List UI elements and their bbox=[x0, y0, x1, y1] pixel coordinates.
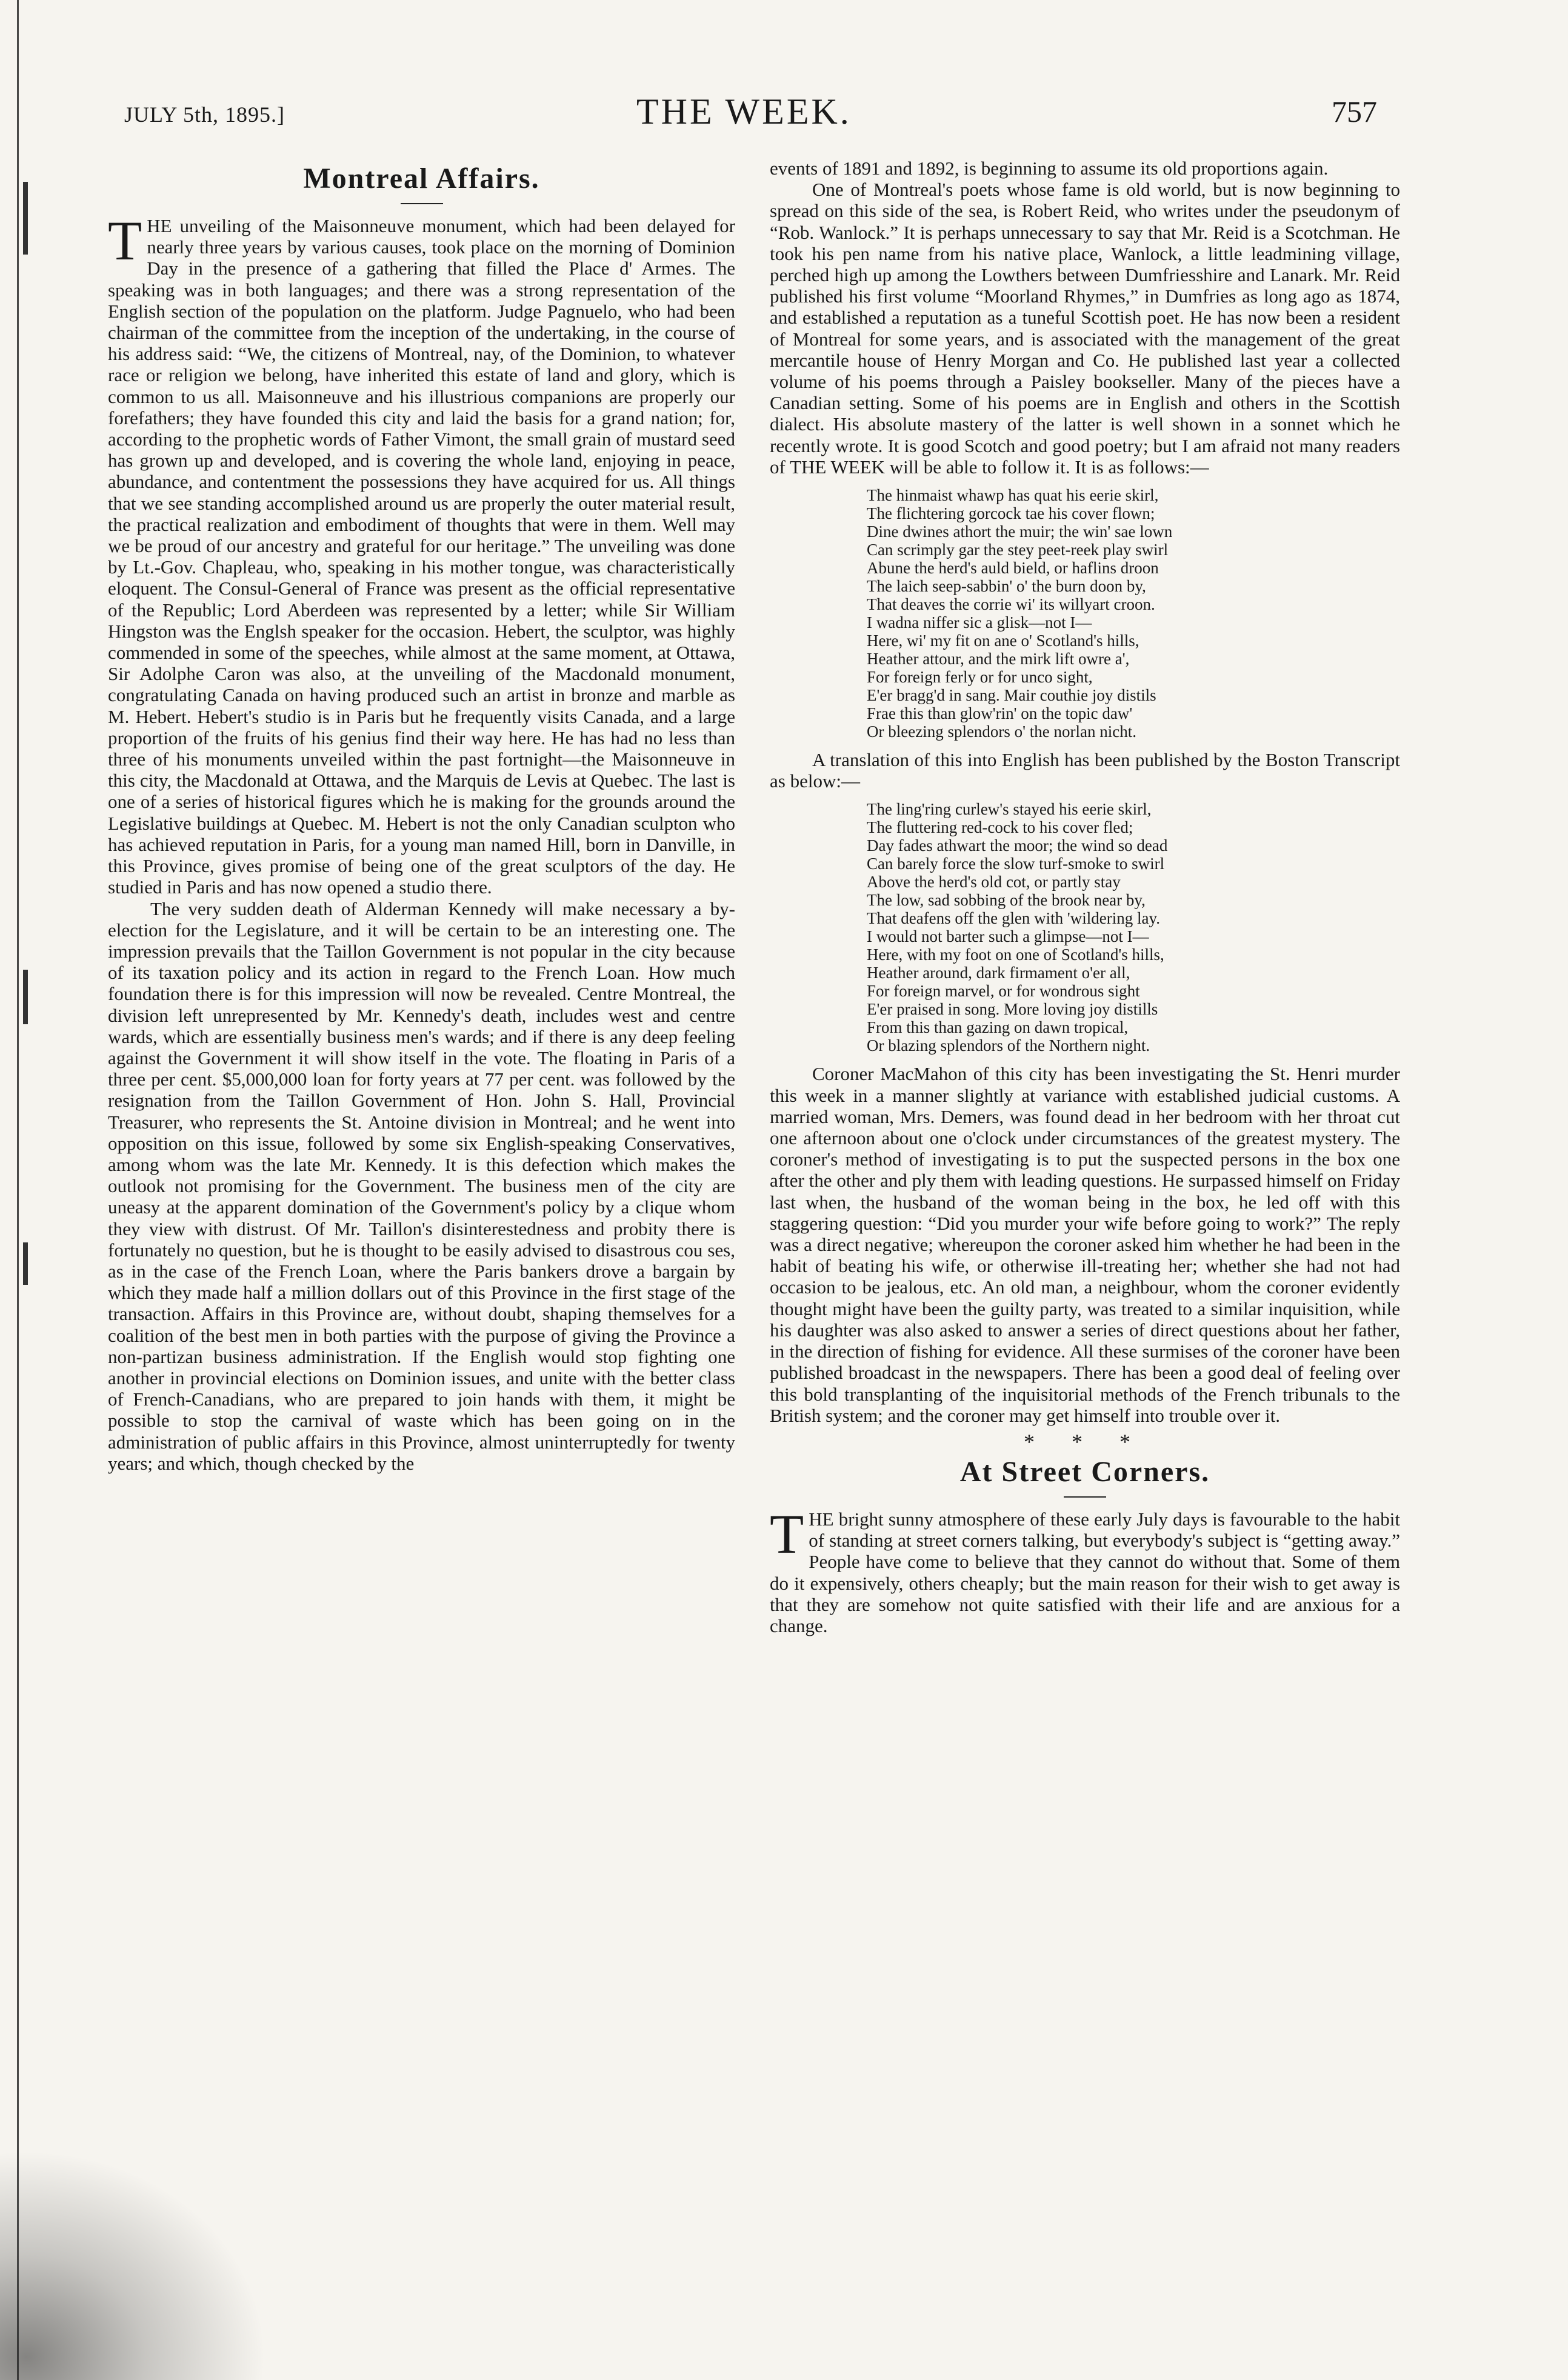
article-title: At Street Corners. bbox=[959, 1455, 1210, 1488]
ink-smudge bbox=[0, 2150, 267, 2380]
poem-line: That deafens off the glen with 'wildering lay. bbox=[867, 909, 1160, 928]
article-paragraph-continued: events of 1891 and 1892, is beginning to assume its old proportions again. bbox=[770, 158, 1329, 179]
poem-line: Or blazing splendors of the Northern night. bbox=[867, 1036, 1150, 1055]
poem-line: The low, sad sobbing of the brook near by, bbox=[867, 891, 1146, 910]
poem-line: Or bleezing splendors o' the norlan nicht. bbox=[867, 722, 1136, 741]
poem-line: I wadna niffer sic a glisk—not I— bbox=[867, 613, 1092, 632]
poem-line: Day fades athwart the moor; the wind so dead bbox=[867, 836, 1168, 855]
article-paragraph: The very sudden death of Alderman Kennedy will make necessary a by-election for the Legislature, and it will be certain to be an interesting one. The impression prevails that the Taillon Government is not popular in the city because of its taxation policy and its action in regard to the French Loan. How much foundation there is for this impression will now be revealed. Centre Montreal, the division left unrepresented by Mr. Kennedy's death, includes west and centre wards, which are essentially business men's wards; and if there is any deep feeling against the Government it will show itself in the vote. The floating in Paris of a three per cent. $5,000,000 loan for forty years at 77 per cent. was followed by the resignation from the Taillon Government of Hon. John S. Hall, Provincial Treasurer, who represents the St. Antoine division in Montreal; and he went into opposition on this issue, followed by some six English-speaking Conservatives, among whom was the late Mr. Kennedy. It is this defection which makes the outlook not promising for the Government. The business men of the city are uneasy at the apparent domination of the Government's policy by a clique whom they view with distrust. Of Mr. Taillon's disinterestedness and probity there is fortunately no question, but he is thought to be easily advised to disastrous cou ses, as in the case of the French Loan, where the Paris bankers drove a bargain by which they made half a million dollars out of this Province in the first stage of the transaction. Affairs in this Province are, without doubt, shaping themselves for a coalition of the best men in both parties with the purpose of giving the Province a non-partizan business administration. If the English would stop fighting one another in provincial elections on Dominion issues, and unite with the better class of French-Canadians, who are prepared to join hands with them, it might be possible to stop the carnival of waste which has been going on in the administration of public affairs in this Province, almost uninterruptedly for twenty years; and which, though checked by the bbox=[108, 898, 735, 1474]
poem-line: The hinmaist whawp has quat his eerie skirl, bbox=[867, 486, 1159, 505]
poem-line: The flichtering gorcock tae his cover flown; bbox=[867, 504, 1155, 523]
issue-date: JULY 5th, 1895.] bbox=[124, 102, 285, 127]
poem-line: For foreign ferly or for unco sight, bbox=[867, 668, 1093, 687]
poem-line: Abune the herd's auld bield, or haflins droon bbox=[867, 559, 1159, 578]
poem-line: Can scrimply gar the stey peet-reek play swirl bbox=[867, 541, 1169, 559]
page-header bbox=[0, 91, 1568, 139]
poem-line: The fluttering red-cock to his cover fled; bbox=[867, 818, 1133, 837]
poem-scots bbox=[867, 486, 1400, 741]
poem-line: The laich seep-sabbin' o' the burn doon by, bbox=[867, 577, 1146, 596]
article-paragraph: Coroner MacMahon of this city has been investigating the St. Henri murder this week in a manner slightly at variance with established judicial customs. A married woman, Mrs. Demers, was found dead in her bedroom with her throat cut one afternoon about one o'clock under circumstances of the greatest mystery. The coroner's method of investigating is to put the suspected persons in the box one after the other and ply them with leading questions. He surpassed himself on Friday last when, the husband of the woman being in the box, he led off with this staggering question: “Did you murder your wife before going to work?” The reply was a direct negative; whereupon the coroner asked him whether he had been in the habit of beating his wife, or otherwise ill-treating her; whether she had not had occasion to be jealous, etc. An old man, a neighbour, whom the coroner evidently thought might have been the guilty party, was treated to a similar inquisition, while his daughter was also asked to answer a series of direct questions about her father, in the direction of fishing for evidence. All these surmises of the coroner have been published broadcast in the newspapers. There has been a good deal of feeling over this bold transplanting of the inquisitorial methods of the French tribunals to the British system; and the coroner may get himself into trouble over it. bbox=[770, 1063, 1400, 1426]
poem-line: Here, with my foot on one of Scotland's hills, bbox=[867, 945, 1164, 964]
poem-line: From this than gazing on dawn tropical, bbox=[867, 1018, 1129, 1037]
poem-line: Frae this than glow'rin' on the topic daw' bbox=[867, 704, 1133, 723]
poem-line: Can barely force the slow turf-smoke to swirl bbox=[867, 855, 1165, 873]
paragraph-text: HE bright sunny atmosphere of these early July days is favourable to the habit of standing at street corners talking, but everybody's subject is “getting away.” People have come to believe that they cannot do without that. Some of them do it expensively, others cheaply; but the main reason for their wish to get away is that they are somehow not quite satisfied with their life and are anxious for a change. bbox=[770, 1508, 1400, 1636]
poem-line: Heather attour, and the mirk lift owre a', bbox=[867, 650, 1130, 668]
poem-line: That deaves the corrie wi' its willyart croon. bbox=[867, 595, 1155, 614]
poem-line: Dine dwines athort the muir; the win' sae lown bbox=[867, 522, 1173, 541]
poem-line: I would not barter such a glimpse—not I— bbox=[867, 927, 1149, 946]
article-paragraph: A translation of this into English has been published by the Boston Transcript as below:— bbox=[770, 749, 1400, 792]
margin-mark bbox=[23, 1242, 28, 1285]
margin-mark bbox=[23, 970, 28, 1024]
section-separator-stars: * * * bbox=[1024, 1429, 1146, 1454]
poem-line: Here, wi' my fit on ane o' Scotland's hills, bbox=[867, 632, 1139, 650]
article-paragraph bbox=[108, 210, 735, 898]
poem-line: E'er bragg'd in sang. Mair couthie joy distils bbox=[867, 686, 1156, 705]
article-paragraph: One of Montreal's poets whose fame is old world, but is now beginning to spread on this side of the sea, is Robert Reid, who writes under the pseudonym of “Rob. Wanlock.” It is perhaps unnecessary to say that Mr. Reid is a Scotchman. He took his pen name from his native place, Wanlock, a little leadmining village, perched high up among the Lowthers between Dumfriesshire and Lanark. Mr. Reid published his first volume “Moorland Rhymes,” in Dumfries as long ago as 1874, and established a reputation as a tuneful Scottish poet. He has now been a resident of Montreal for some years, and is associated with the management of the great mercantile house of Henry Morgan and Co. He published last year a collected volume of his poems through a Paisley bookseller. Many of the pieces have a Canadian setting. Some of his poems are in English and others in the Scottish dialect. His absolute mastery of the latter is well shown in a sonnet which he recently wrote. It is good Scotch and good poetry; but I am afraid not many readers of THE WEEK will be able to follow it. It is as follows:— bbox=[770, 179, 1400, 478]
drop-cap: T bbox=[770, 1502, 804, 1565]
title-divider bbox=[401, 203, 443, 204]
paragraph-text: HE unveiling of the Maisonneuve monument, which had been delayed for nearly three years by various causes, took place on the morning of Dominion Day in the presence of a gathering that filled the Place d' Armes. The speaking was in both languages; and there was a strong representation of the English section of the population on the platform. Judge Pagnuelo, who had been chairman of the committee from the inception of the undertaking, in the course of his address said: “We, the citizens of Montreal, nay, of the Dominion, to whatever race or religion we belong, have inherited this estate of land and glory, which is common to us all. Maisonneuve and his illustrious companions are properly our forefathers; they have founded this city and laid the basis for a grand nation; for, according to the prophetic words of Father Vimont, the small grain of mustard seed has grown up and developed, and is covering the whole land, enjoying in peace, abundance, and contentment the possessions they have acquired for us. All things that we see standing accomplished around us are properly the outer material result, the practical realization and embodiment of thoughts that were in them. Well may we be proud of our ancestry and grateful for our heritage.” The unveiling was done by Lt.-Gov. Chapleau, who, speaking in his mother tongue, was characteristically eloquent. The Consul-General of France was present as the official representative of the Republic; Lord Aberdeen was represented by a letter; while Sir William Hingston was the Englsh speaker for the occasion. Hebert, the sculptor, was highly commended in some of the speeches, while almost at the same moment, at Ottawa, Sir Adolphe Caron was also, at the unveiling of the Macdonald monument, congratulating Canada on having produced such an artist in bronze and marble as M. Hebert. Hebert's studio is in Paris but he frequently visits Canada, and a large proportion of the fruits of his genius find their way here. He has had no less than three of his monuments unveiled within the past fortnight—the Maisonneuve in this city, the Macdonald at Ottawa, and the Marquis de Levis at Quebec. The last is one of a series of historical figures which he is making for the grounds around the Legislative buildings at Quebec. M. Hebert is not the only Canadian sculpton who has achieved reputation in Paris, for a young man named Hill, born in Danville, in this Province, gives promise of being one of the great sculptors of the day. He studied in Paris and has now opened a studio there. bbox=[108, 215, 735, 898]
poem-line: E'er praised in song. More loving joy distills bbox=[867, 1000, 1158, 1019]
poem-line: The ling'ring curlew's stayed his eerie skirl, bbox=[867, 800, 1152, 819]
left-column bbox=[108, 161, 735, 1474]
poem-line: Above the herd's old cot, or partly stay bbox=[867, 873, 1121, 892]
article-title: Montreal Affairs. bbox=[303, 162, 540, 195]
article-paragraph bbox=[770, 1502, 1400, 1636]
page-edge-rule bbox=[17, 0, 19, 2380]
drop-cap: T bbox=[108, 210, 142, 272]
margin-mark bbox=[23, 182, 28, 255]
page-number: 757 bbox=[1332, 95, 1377, 128]
poem-line: Heather around, dark firmament o'er all, bbox=[867, 964, 1130, 982]
masthead-title: THE WEEK. bbox=[636, 92, 852, 132]
poem-english bbox=[867, 800, 1400, 1055]
title-divider bbox=[1064, 1496, 1106, 1498]
poem-line: For foreign marvel, or for wondrous sight bbox=[867, 982, 1140, 1001]
right-column bbox=[770, 158, 1400, 1636]
